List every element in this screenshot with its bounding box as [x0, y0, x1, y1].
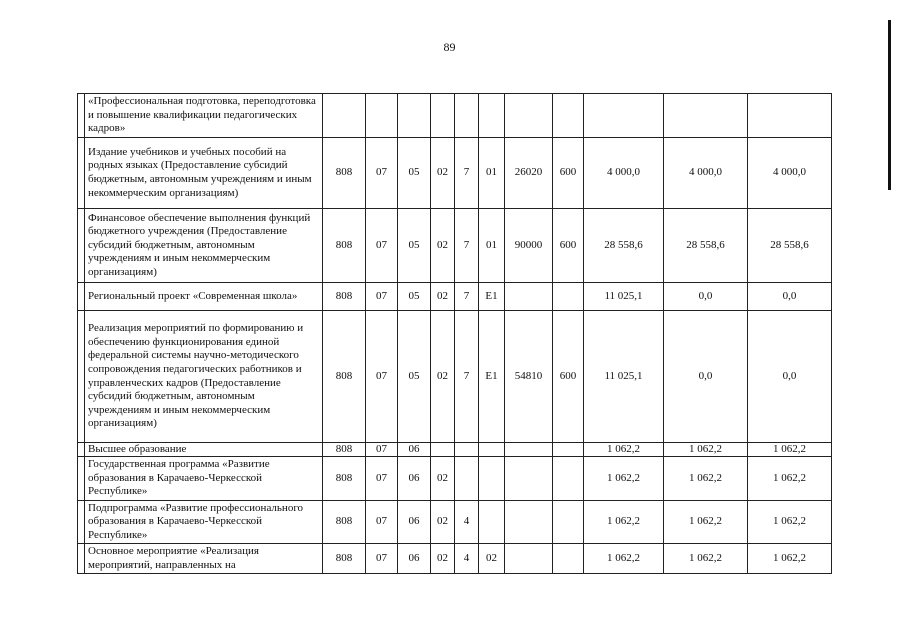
cell-event: [479, 457, 505, 501]
cell-expense-type: [553, 283, 584, 311]
cell-program: 02: [431, 544, 455, 574]
cell-amount-3: 1 062,2: [748, 457, 832, 501]
cell-amount-1: 4 000,0: [584, 138, 664, 209]
cell-subsection: 05: [398, 209, 431, 283]
cell-direction: [505, 94, 553, 138]
cell-subprogram: 7: [455, 311, 479, 443]
table-row: [78, 311, 832, 443]
cell-section: 07: [366, 311, 398, 443]
cell-amount-2: 0,0: [664, 311, 748, 443]
table-row: [78, 283, 832, 311]
cell-direction: [505, 443, 553, 457]
cell-amount-2: 4 000,0: [664, 138, 748, 209]
cell-amount-2: 0,0: [664, 283, 748, 311]
cell-expense-type: 600: [553, 138, 584, 209]
cell-direction: 54810: [505, 311, 553, 443]
table-row: [78, 544, 832, 574]
cell-program: 02: [431, 501, 455, 544]
cell-amount-3: 0,0: [748, 283, 832, 311]
cell-subsection: 05: [398, 311, 431, 443]
row-name: Основное мероприятие «Реализация мероприятий, направленных на: [85, 544, 323, 574]
cell-direction: [505, 544, 553, 574]
cell-ministry: 808: [323, 443, 366, 457]
table-row: [78, 443, 832, 457]
page-number: 89: [443, 40, 456, 54]
row-name: Государственная программа «Развитие образования в Карачаево-Черкесской Республике»: [85, 457, 323, 501]
cell-amount-1: 11 025,1: [584, 311, 664, 443]
cell-program: [431, 443, 455, 457]
cell-section: 07: [366, 457, 398, 501]
cell-section: 07: [366, 283, 398, 311]
cell-amount-1: 1 062,2: [584, 457, 664, 501]
cell-expense-type: 600: [553, 209, 584, 283]
cell-subprogram: 4: [455, 501, 479, 544]
cell-amount-1: 1 062,2: [584, 501, 664, 544]
cell-section: [366, 94, 398, 138]
cell-amount-3: 4 000,0: [748, 138, 832, 209]
cell-direction: [505, 457, 553, 501]
cell-amount-1: 1 062,2: [584, 443, 664, 457]
cell-subprogram: 7: [455, 138, 479, 209]
cell-subsection: 05: [398, 283, 431, 311]
table-row: [78, 457, 832, 501]
cell-event: E1: [479, 311, 505, 443]
cell-amount-2: 1 062,2: [664, 544, 748, 574]
cell-amount-3: 1 062,2: [748, 544, 832, 574]
cell-amount-2: [664, 94, 748, 138]
cell-ministry: 808: [323, 457, 366, 501]
cell-direction: 26020: [505, 138, 553, 209]
cell-event: E1: [479, 283, 505, 311]
cell-amount-3: 1 062,2: [748, 443, 832, 457]
cell-amount-2: 28 558,6: [664, 209, 748, 283]
row-name: Подпрограмма «Развитие профессионального образования в Карачаево-Черкесской Республике»: [85, 501, 323, 544]
cell-subprogram: 7: [455, 283, 479, 311]
cell-amount-2: 1 062,2: [664, 457, 748, 501]
cell-subsection: 06: [398, 457, 431, 501]
cell-subsection: 06: [398, 443, 431, 457]
cell-event: 01: [479, 138, 505, 209]
cell-amount-2: 1 062,2: [664, 501, 748, 544]
cell-ministry: 808: [323, 209, 366, 283]
cell-ministry: 808: [323, 544, 366, 574]
cell-event: [479, 443, 505, 457]
cell-subsection: 05: [398, 138, 431, 209]
cell-event: 02: [479, 544, 505, 574]
table-row: [78, 209, 832, 283]
cell-subprogram: [455, 443, 479, 457]
cell-subsection: 06: [398, 501, 431, 544]
cell-amount-1: 28 558,6: [584, 209, 664, 283]
cell-expense-type: [553, 94, 584, 138]
cell-section: 07: [366, 501, 398, 544]
cell-program: 02: [431, 138, 455, 209]
cell-expense-type: [553, 443, 584, 457]
cell-expense-type: [553, 457, 584, 501]
cell-section: 07: [366, 443, 398, 457]
page-edge-mark: [888, 20, 891, 190]
cell-subsection: 06: [398, 544, 431, 574]
cell-section: 07: [366, 209, 398, 283]
table-row: [78, 138, 832, 209]
row-name: Реализация мероприятий по формированию и обеспечению функционирования единой федеральной системы научно-методического сопровождения педагогических работников и управленческих кадров (Предоставление субсидий бюджетным, автономным учреждениям и иным некоммерческим организациям): [85, 311, 323, 443]
cell-expense-type: [553, 544, 584, 574]
cell-ministry: [323, 94, 366, 138]
row-name: «Профессиональная подготовка, переподготовка и повышение квалификации педагогических кадров»: [85, 94, 323, 138]
cell-amount-2: 1 062,2: [664, 443, 748, 457]
cell-section: 07: [366, 544, 398, 574]
cell-ministry: 808: [323, 138, 366, 209]
cell-program: 02: [431, 457, 455, 501]
cell-subprogram: [455, 457, 479, 501]
cell-ministry: 808: [323, 501, 366, 544]
cell-direction: 90000: [505, 209, 553, 283]
cell-amount-3: 0,0: [748, 311, 832, 443]
cell-subprogram: 4: [455, 544, 479, 574]
cell-ministry: 808: [323, 283, 366, 311]
table-row: [78, 501, 832, 544]
cell-amount-3: [748, 94, 832, 138]
row-name: Финансовое обеспечение выполнения функций бюджетного учреждения (Предоставление субсидий бюджетным, автономным учреждениям и иным некоммерческим организациям): [85, 209, 323, 283]
cell-ministry: 808: [323, 311, 366, 443]
cell-amount-3: 28 558,6: [748, 209, 832, 283]
cell-expense-type: [553, 501, 584, 544]
table-row: [78, 94, 832, 138]
cell-expense-type: 600: [553, 311, 584, 443]
budget-table: [77, 93, 832, 574]
row-name: Высшее образование: [85, 443, 323, 457]
cell-subprogram: [455, 94, 479, 138]
cell-section: 07: [366, 138, 398, 209]
cell-program: 02: [431, 209, 455, 283]
cell-subprogram: 7: [455, 209, 479, 283]
row-name: Издание учебников и учебных пособий на родных языках (Предоставление субсидий бюджетным, автономным учреждениям и иным некоммерческим организациям): [85, 138, 323, 209]
cell-amount-1: 1 062,2: [584, 544, 664, 574]
cell-amount-1: [584, 94, 664, 138]
cell-program: [431, 94, 455, 138]
cell-event: [479, 94, 505, 138]
cell-event: [479, 501, 505, 544]
cell-subsection: [398, 94, 431, 138]
cell-direction: [505, 501, 553, 544]
cell-event: 01: [479, 209, 505, 283]
row-name: Региональный проект «Современная школа»: [85, 283, 323, 311]
cell-amount-1: 11 025,1: [584, 283, 664, 311]
cell-amount-3: 1 062,2: [748, 501, 832, 544]
cell-program: 02: [431, 283, 455, 311]
cell-direction: [505, 283, 553, 311]
cell-program: 02: [431, 311, 455, 443]
